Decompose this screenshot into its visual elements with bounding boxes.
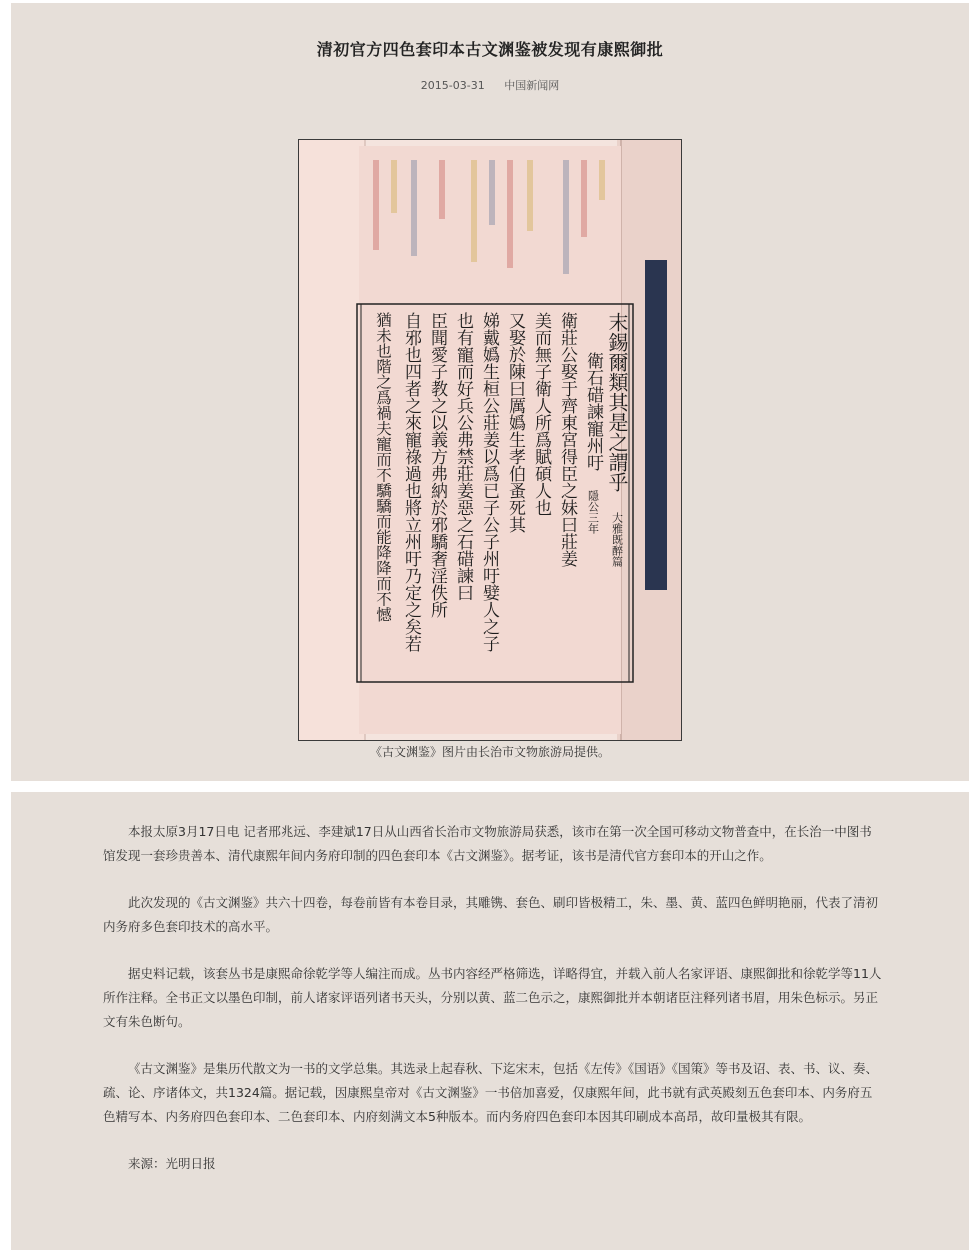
book-subheading-note: 隱公三年 xyxy=(586,490,600,534)
commentary-mark xyxy=(373,160,379,250)
book-text-column: 也有寵而好兵公弗禁莊姜惡之石碏諫曰 xyxy=(453,312,473,601)
book-heading: 末錫爾類其是之謂乎 xyxy=(605,312,629,492)
paragraph: 本报太原3月17日电 记者邢兆远、李建斌17日从山西省长治市文物旅游局获悉，该市在第一次全国可移动文物普查中，在长治一中图书馆发现一套珍贵善本、清代康熙年间内务府印制的四色套印本《古文渊鉴》。据考证，该书是清代官方套印本的开山之作。 xyxy=(103,824,872,863)
commentary-mark xyxy=(563,160,569,274)
book-text-column: 又娶於陳曰厲嬀生孝伯蚤死其 xyxy=(505,312,525,533)
article-meta xyxy=(11,77,969,93)
commentary-mark xyxy=(507,160,513,268)
book-text-column: 美而無子衛人所爲賦碩人也 xyxy=(531,312,551,516)
paragraph: 《古文渊鉴》是集历代散文为一书的文学总集。其选录上起春秋、下迄宋末，包括《左传》《国语》《国策》等书及诏、表、书、议、奏、疏、论、序诸体文，共1324篇。据记载，因康熙皇帝对《古文渊鉴》一书倍加喜爱，仅康熙年间，此书就有武英殿刻五色套印本、内务府五色精写本、内务府四色套印本、二色套印本、内府刻满文本5种版本。而内务府四色套印本因其印刷成本高昂，故印量极其有限。 xyxy=(103,1061,879,1124)
source-site: 中国新闻网 xyxy=(504,79,560,92)
book-subheading: 衛石碏諫寵州吁 xyxy=(583,352,603,471)
commentary-mark xyxy=(599,160,605,200)
book-photo xyxy=(298,139,682,741)
commentary-mark xyxy=(489,160,495,225)
paragraph: 据史料记载，该套丛书是康熙命徐乾学等人编注而成。丛书内容经严格筛选，详略得宜，并载入前人名家评语、康熙御批和徐乾学等11人所作注释。全书正文以墨色印制，前人诸家评语列诸书天头，分别以黄、蓝二色示之，康熙御批并本朝诸臣注释列诸书眉，用朱色标示。另正文有朱色断句。 xyxy=(103,966,882,1029)
paragraph: 此次发现的《古文渊鉴》共六十四卷，每卷前皆有本卷目录，其雕镌、套色、刷印皆极精工，朱、墨、黄、蓝四色鲜明艳丽，代表了清初内务府多色套印技术的高水平。 xyxy=(103,895,879,934)
article-header-panel xyxy=(11,3,969,781)
commentary-mark xyxy=(391,160,397,213)
article-body xyxy=(103,820,883,1199)
commentary-mark xyxy=(527,160,533,231)
source-line: 来源：光明日报 xyxy=(128,1156,216,1171)
book-text-column: 臣聞愛子教之以義方弗納於邪驕奢淫佚所 xyxy=(427,312,447,618)
book-edge-label xyxy=(645,260,667,590)
book-text-column: 猶未也階之爲禍夫寵而不驕驕而能降降而不憾 xyxy=(374,312,392,622)
commentary-mark xyxy=(439,160,445,219)
article-body-panel xyxy=(11,792,969,1250)
commentary-mark xyxy=(471,160,477,262)
book-heading-note: 大雅既醉篇 xyxy=(610,512,624,567)
book-text-column: 衛莊公娶于齊東宮得臣之妹曰莊姜 xyxy=(557,312,577,567)
commentary-mark xyxy=(411,160,417,256)
image-caption: 《古文渊鉴》图片由长治市文物旅游局提供。 xyxy=(369,745,610,759)
book-text-column: 自邪也四者之來寵祿過也將立州吁乃定之矣若 xyxy=(401,312,421,652)
book-text-column: 娣戴嬀生桓公莊姜以爲已子公子州吁嬖人之子 xyxy=(479,312,499,652)
article-title: 清初官方四色套印本古文渊鉴被发现有康熙御批 xyxy=(316,40,664,59)
commentary-mark xyxy=(581,160,587,237)
publish-date: 2015-03-31 xyxy=(420,79,485,92)
book-text-left xyxy=(374,312,393,623)
